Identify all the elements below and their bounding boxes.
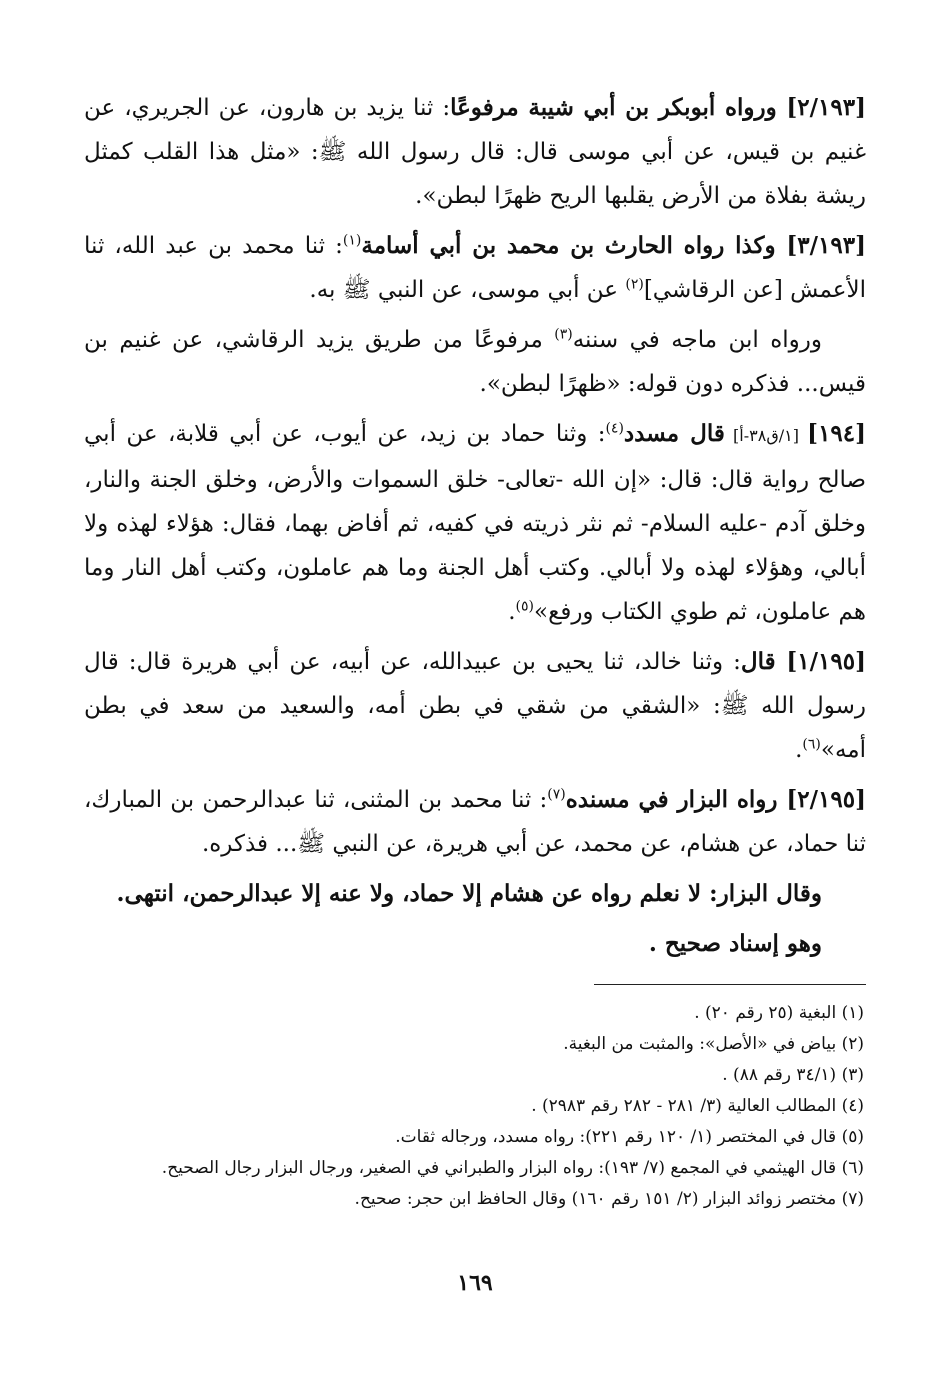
footnote-marker[interactable]: (٦) — [802, 736, 821, 753]
footnote-marker[interactable]: (٧) — [547, 786, 566, 803]
hadith-lead: رواه البزار في مسنده — [565, 786, 787, 813]
hadith-lead: قال — [740, 648, 787, 675]
hadith-text: : وثنا حماد بن زيد، عن أيوب، عن أبي قلابة، عن أبي صالح رواية قال: قال: «إن الله -تعالى- خلق السموات والأرض، وخلق الجنة والنار، وخلق آدم -عليه السلام- ثم نثر ذريته في كفيه، ثم أفاض بهما، فقال: هؤلاء لهذه ولا أبالي، وهؤلاء لهذه ولا أبالي. وكتب أهل الجنة وما هم عاملون، وكتب أهل النار وما هم عاملون، ثم طوي الكتاب ورفع» — [84, 421, 866, 625]
footnote-divider — [594, 984, 866, 985]
commentary-ibn-majah — [84, 318, 866, 406]
hadith-ref: [١/١٩٥] — [786, 648, 866, 675]
page-number: ١٦٩ — [457, 1270, 493, 1296]
hadith-text-tail: . — [795, 737, 803, 763]
isnad-verdict: وهو إسناد صحيح . — [648, 930, 822, 957]
footnote-6: (٦) قال الهيثمي في المجمع (٧/ ١٩٣): رواه البزار والطبراني في الصغير، ورجال البزار رجال الصحيح. — [161, 1158, 864, 1178]
commentary-text: ورواه ابن ماجه في سننه — [572, 327, 822, 353]
bazzar-remark: وقال البزار: لا نعلم رواه عن هشام إلا حماد، ولا عنه إلا عبدالرحمن، انتهى. — [116, 880, 822, 907]
hadith-text: : ثنا يزيد بن هارون، عن الجريري، عن غنيم بن قيس، عن أبي موسى قال: قال رسول الله ﷺ: «مثل هذا القلب كمثل ريشة بفلاة من الأرض يقلبها الريح ظهرًا لبطن». — [84, 95, 866, 209]
manuscript-marker: [١/ق٣٨-أ] — [724, 426, 808, 445]
commentary-tail: مرفوعًا من طريق يزيد الرقاشي، عن غنيم بن قيس... فذكره دون قوله: «ظهرًا لبطن». — [84, 327, 866, 397]
hadith-193-3 — [84, 224, 866, 312]
hadith-195-1 — [84, 640, 866, 772]
footnote-5: (٥) قال في المختصر (١/ ١٢٠ رقم ٢٢١): رواه مسدد، ورجاله ثقات. — [395, 1127, 864, 1147]
hadith-ref: [٢/١٩٣] — [786, 94, 866, 121]
footnote-marker[interactable]: (٤) — [605, 420, 624, 437]
footnote-marker[interactable]: (٢) — [625, 276, 644, 293]
footnote-marker[interactable]: (٥) — [515, 598, 535, 615]
footnote-7: (٧) مختصر زوائد البزار (٢/ ١٥١ رقم ١٦٠) وقال الحافظ ابن حجر: صحيح. — [354, 1189, 864, 1209]
hadith-lead: قال مسدد — [623, 420, 725, 447]
hadith-ref: [٣/١٩٣] — [786, 232, 867, 259]
hadith-195-2 — [84, 778, 866, 866]
footnote-4: (٤) المطالب العالية (٣/ ٢٨١ - ٢٨٢ رقم ٢٩٨٣) . — [531, 1096, 864, 1116]
hadith-194 — [84, 412, 866, 634]
hadith-ref: [٢/١٩٥] — [786, 786, 866, 813]
footnote-1: (١) البغية (٢٥ رقم ٢٠) . — [694, 1003, 864, 1023]
footnote-marker[interactable]: (٣) — [554, 326, 573, 343]
footnote-marker[interactable]: (١) — [342, 232, 362, 249]
hadith-193-2 — [84, 86, 866, 218]
footnote-3: (٣) (٣٤/١ رقم ٨٨) . — [722, 1065, 864, 1085]
hadith-lead: وكذا رواه الحارث بن محمد بن أبي أسامة — [361, 232, 787, 259]
footnotes — [84, 998, 864, 1215]
hadith-text: : وثنا خالد، ثنا يحيى بن عبيدالله، عن أبيه، عن أبي هريرة قال: قال رسول الله ﷺ: «الشقي من شقي في بطن أمه، والسعيد من سعد في بطن أمه» — [84, 649, 866, 763]
hadith-text-tail: . — [508, 599, 516, 625]
hadith-text: : ثنا محمد بن عبد الله، ثنا الأعمش [عن الرقاشي] — [84, 233, 866, 303]
main-text — [84, 86, 866, 972]
hadith-ref: [١٩٤] — [807, 420, 867, 447]
footnote-2: (٢) بياض في «الأصل»: والمثبت من البغية. — [563, 1034, 864, 1054]
hadith-lead: ورواه أبوبكر بن أبي شيبة مرفوعًا — [450, 94, 787, 121]
hadith-text: : ثنا محمد بن المثنى، ثنا عبدالرحمن بن المبارك، ثنا حماد، عن هشام، عن محمد، عن أبي هريرة، عن النبي ﷺ... فذكره. — [84, 787, 866, 857]
hadith-text-tail: عن أبي موسى، عن النبي ﷺ به. — [309, 277, 626, 303]
